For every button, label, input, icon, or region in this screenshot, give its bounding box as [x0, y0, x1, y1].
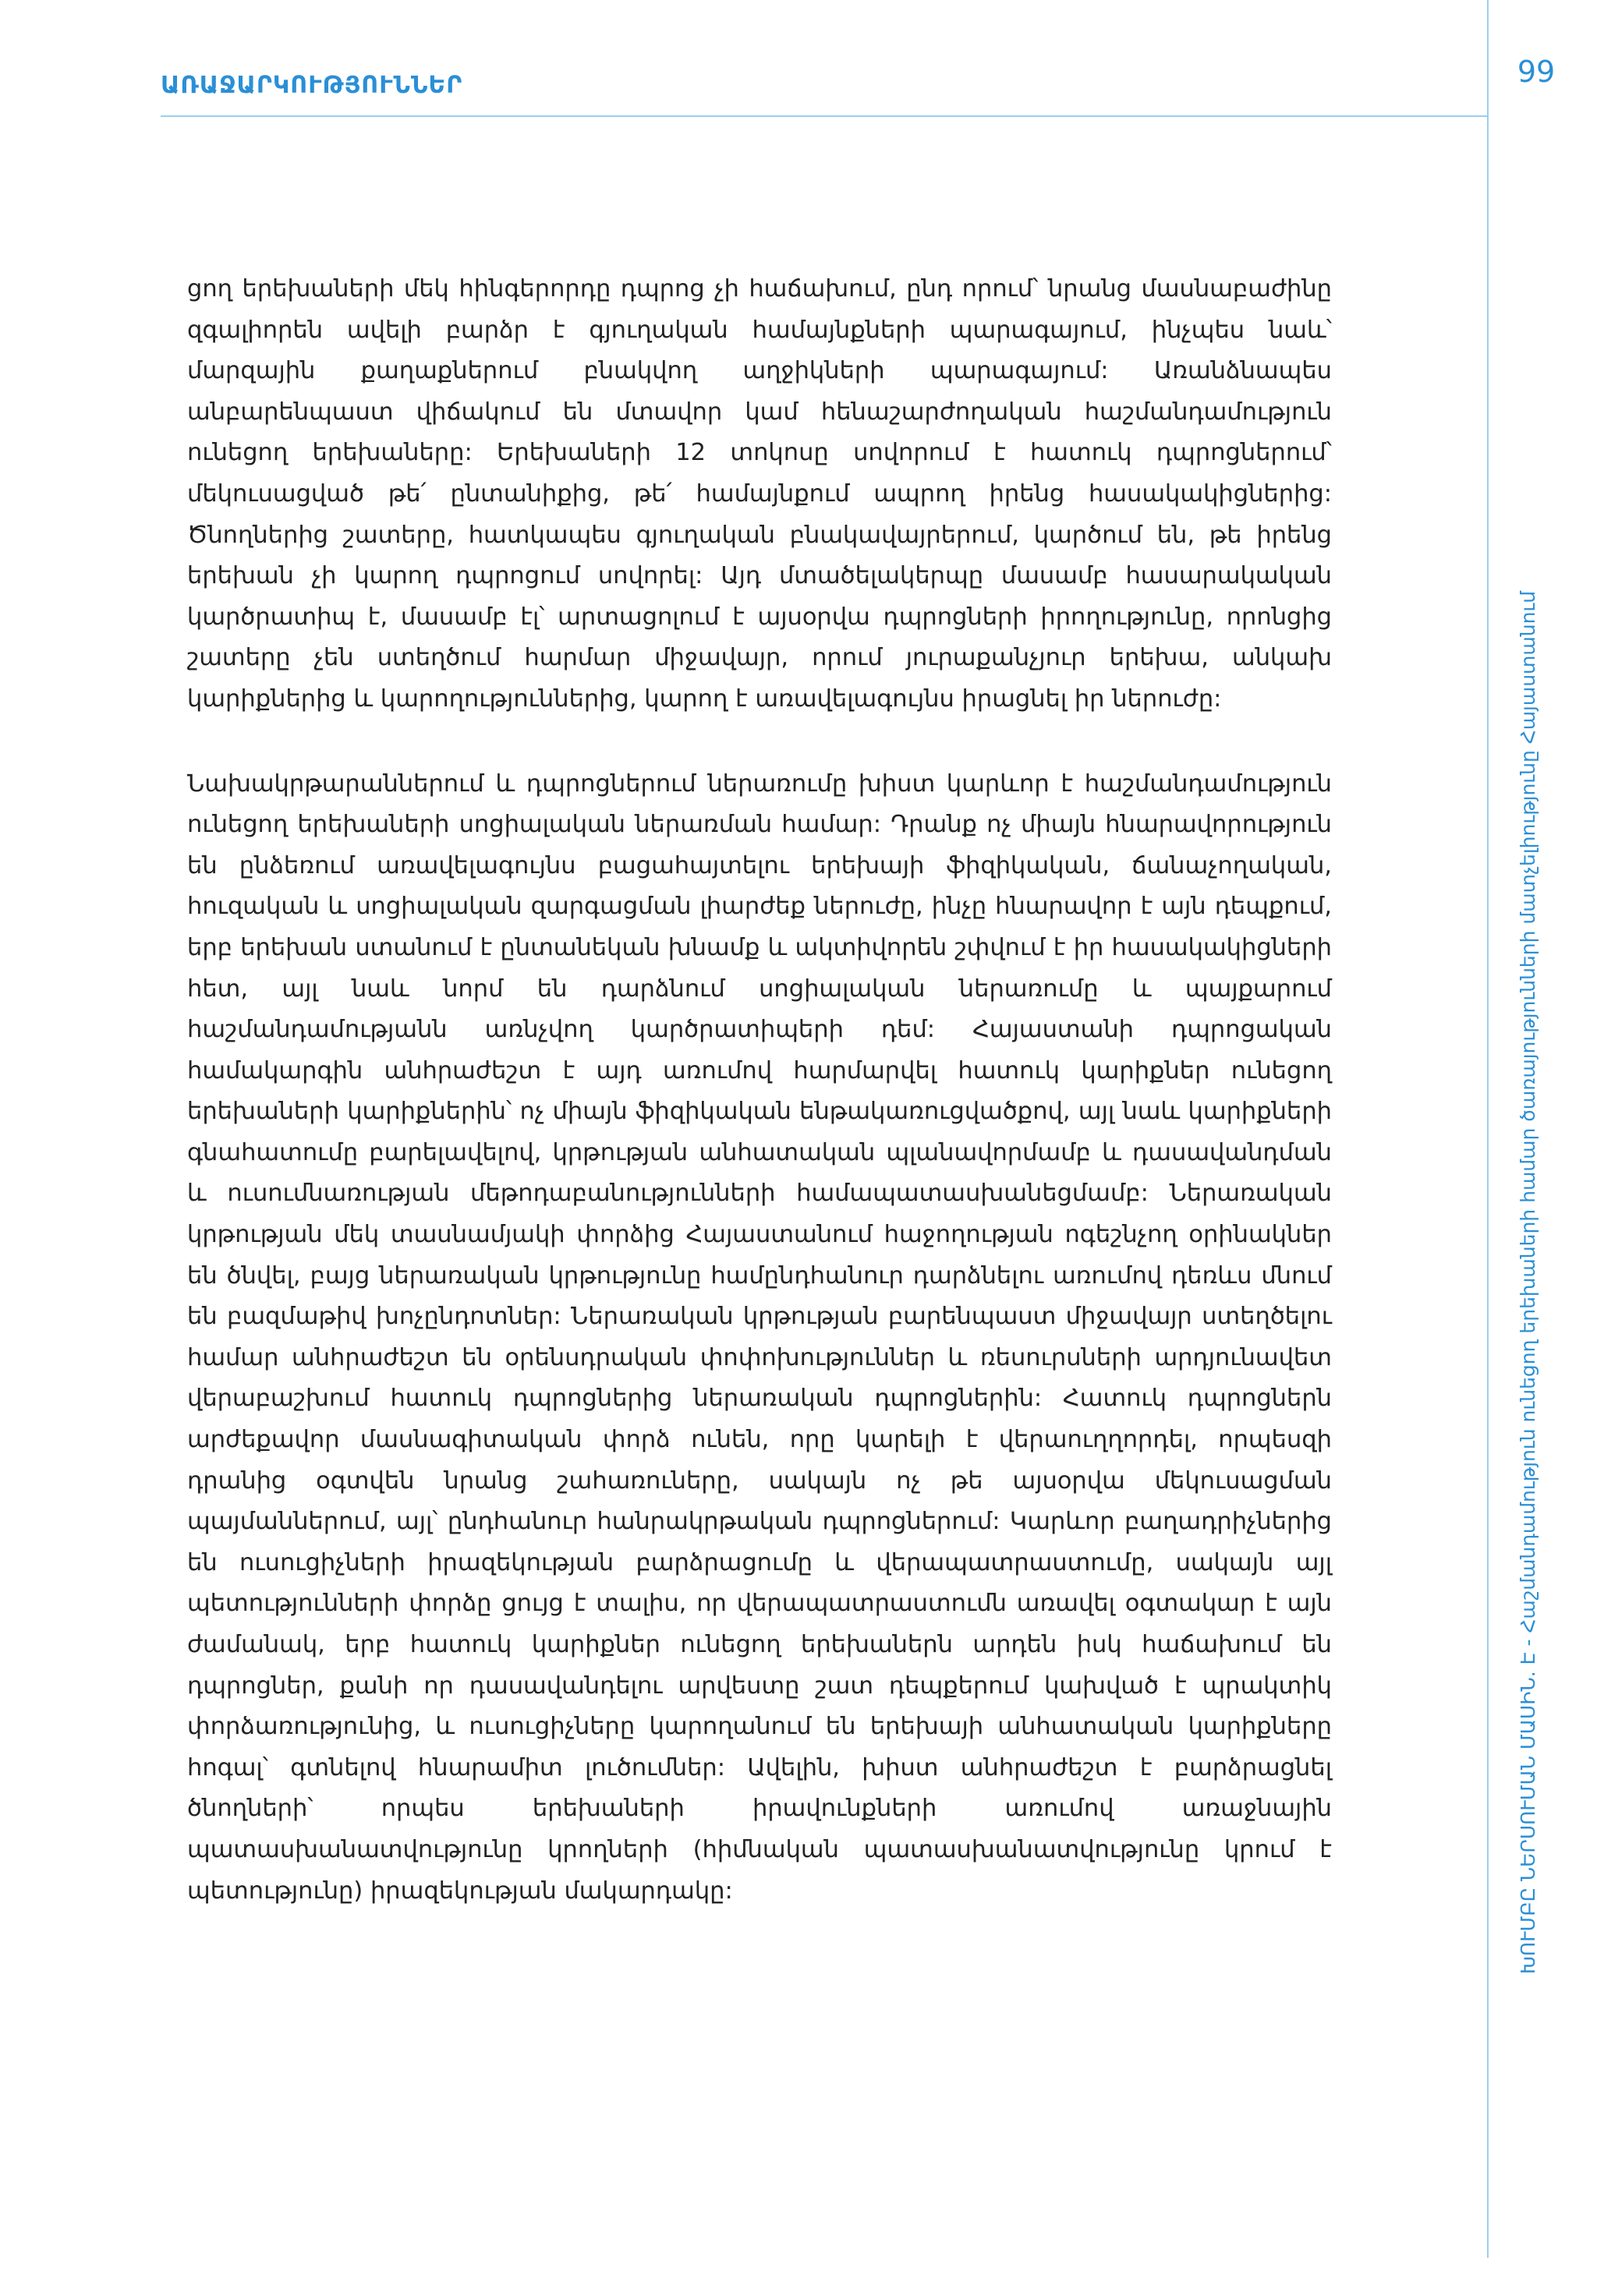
body-text: [187, 269, 1332, 1955]
paragraph-1: ցող երեխաների մեկ հինգերորդը դպրոց չի հաճախում, ընդ որում՝ նրանց մասնաբաժինը զգալիորեն ավելի բարձր է գյուղական համայնքների պարագայում, ինչպես նաև՝ մարզային քաղաքներում բնակվող աղջիկների պարագայում: Առանձնապես անբարենպաստ վիճակում են մտավոր կամ հենաշարժողական հաշմանդամություն ունեցող երեխաները: Երեխաների 12 տոկոսը սովորում է հատուկ դպրոցներում՝ մեկուսացված թե՛ ընտանիքից, թե՛ համայնքում ապրող իրենց հասակակիցներից: Ծնողներից շատերը, հատկապես գյուղական բնակավայրերում, կարծում են, թե իրենց երեխան չի կարող դպրոցում սովորել: Այդ մտածելակերպը մասամբ հասարակական կարծրատիպ է, մասամբ էլ՝ արտացոլում է այսօրվա դպրոցների իրողությունը, որոնցից շատերը չեն ստեղծում հարմար միջավայր, որում յուրաքանչյուր երեխա, անկախ կարիքներից և կարողություններից, կարող է առավելագույնս իրացնել իր ներուժը:: [187, 275, 1332, 713]
paragraph-2: Նախակրթարաններում և դպրոցներում ներառումը խիստ կարևոր է հաշմանդամություն ունեցող երեխաների սոցիալական ներառման համար: Դրանք ոչ միայն հնարավորություն են ընձեռում առավելագույնս բացահայտելու երեխայի ֆիզիկական, ճանաչողական, հուզական և սոցիալական զարգացման լիարժեք ներուժը, ինչը հնարավոր է այն դեպքում, երբ երեխան ստանում է ընտանեկան խնամք և ակտիվորեն շփվում է իր հասակակիցների հետ, այլ նաև նորմ են դարձնում սոցիալական ներառումը և պայքարում հաշմանդամությանն առնչվող կարծրատիպերի դեմ: Հայաստանի դպրոցական համակարգին անհրաժեշտ է այդ առումով հարմարվել հատուկ կարիքներ ունեցող երեխաների կարիքներին՝ ոչ միայն ֆիզիկական ենթակառուցվածքով, այլ նաև կարիքների գնահատումը բարելավելով, կրթության անհատական պլանավորմամբ և դասավանդման և ուսումնառության մեթոդաբանությունների համապատասխանեցմամբ: Ներառական կրթության մեկ տասնամյակի փորձից Հայաստանում հաջողության ոգեշնչող օրինակներ են ծնվել, բայց ներառական կրթությունը համընդհանուր դարձնելու առումով դեռևս մնում են բազմաթիվ խոչընդոտներ: Ներառական կրթության բարենպաստ միջավայր ստեղծելու համար անհրաժեշտ են օրենսդրական փոփոխություններ և ռեսուրսների արդյունավետ վերաբաշխում հատուկ դպրոցներից ներառական դպրոցներին: Հատուկ դպրոցներն արժեքավոր մասնագիտական փորձ ունեն, որը կարելի է վերաուղղորդել, որպեսզի դրանից օգտվեն նրանց շահառուները, սակայն ոչ թե այսօրվա մեկուսացման պայմաններում, այլ՝ ընդհանուր հանրակրթական դպրոցներում: Կարևոր բաղադրիչներից են ուսուցիչների իրազեկության բարձրացումը և վերապատրաստումը, սակայն այլ պետությունների փորձը ցույց է տալիս, որ վերապատրաստումն առավել օգտակար է այն ժամանակ, երբ հատուկ կարիքներ ունեցող երեխաներն արդեն իսկ հաճախում են դպրոցներ, քանի որ դասավանդելու արվեստը շատ դեպքերում կախված է պրակտիկ փորձառությունից, և ուսուցիչները կարողանում են երեխայի անհատական կարիքները հոգալ՝ գտնելով հնարամիտ լուծումներ: Ավելին, խիստ անհրաժեշտ է բարձրացնել ծնողների՝ որպես երեխաների իրավունքների առումով առաջնային պատասխանատվությունը կրողների (հիմնական պատասխանատվությունը կրում է պետությունը) իրազեկության մակարդակը:: [187, 769, 1332, 1905]
header-divider: [161, 115, 1488, 117]
margin-divider: [1487, 0, 1489, 2258]
section-title: ԱՌԱՋԱՐԿՈՒԹՅՈՒՆՆԵՐ: [161, 72, 463, 99]
page-number: 99: [1517, 55, 1556, 89]
running-title-vertical: ԽՈՒՄԲԸ ՆԵՐՍՈՒՄԱՆ ՄԱՍԻՆ. Է - Հաշմանդամություն ունեցող երեխաների համար ծառայությունների մատչելիությունը Հայաստանում: [1517, 590, 1539, 1975]
